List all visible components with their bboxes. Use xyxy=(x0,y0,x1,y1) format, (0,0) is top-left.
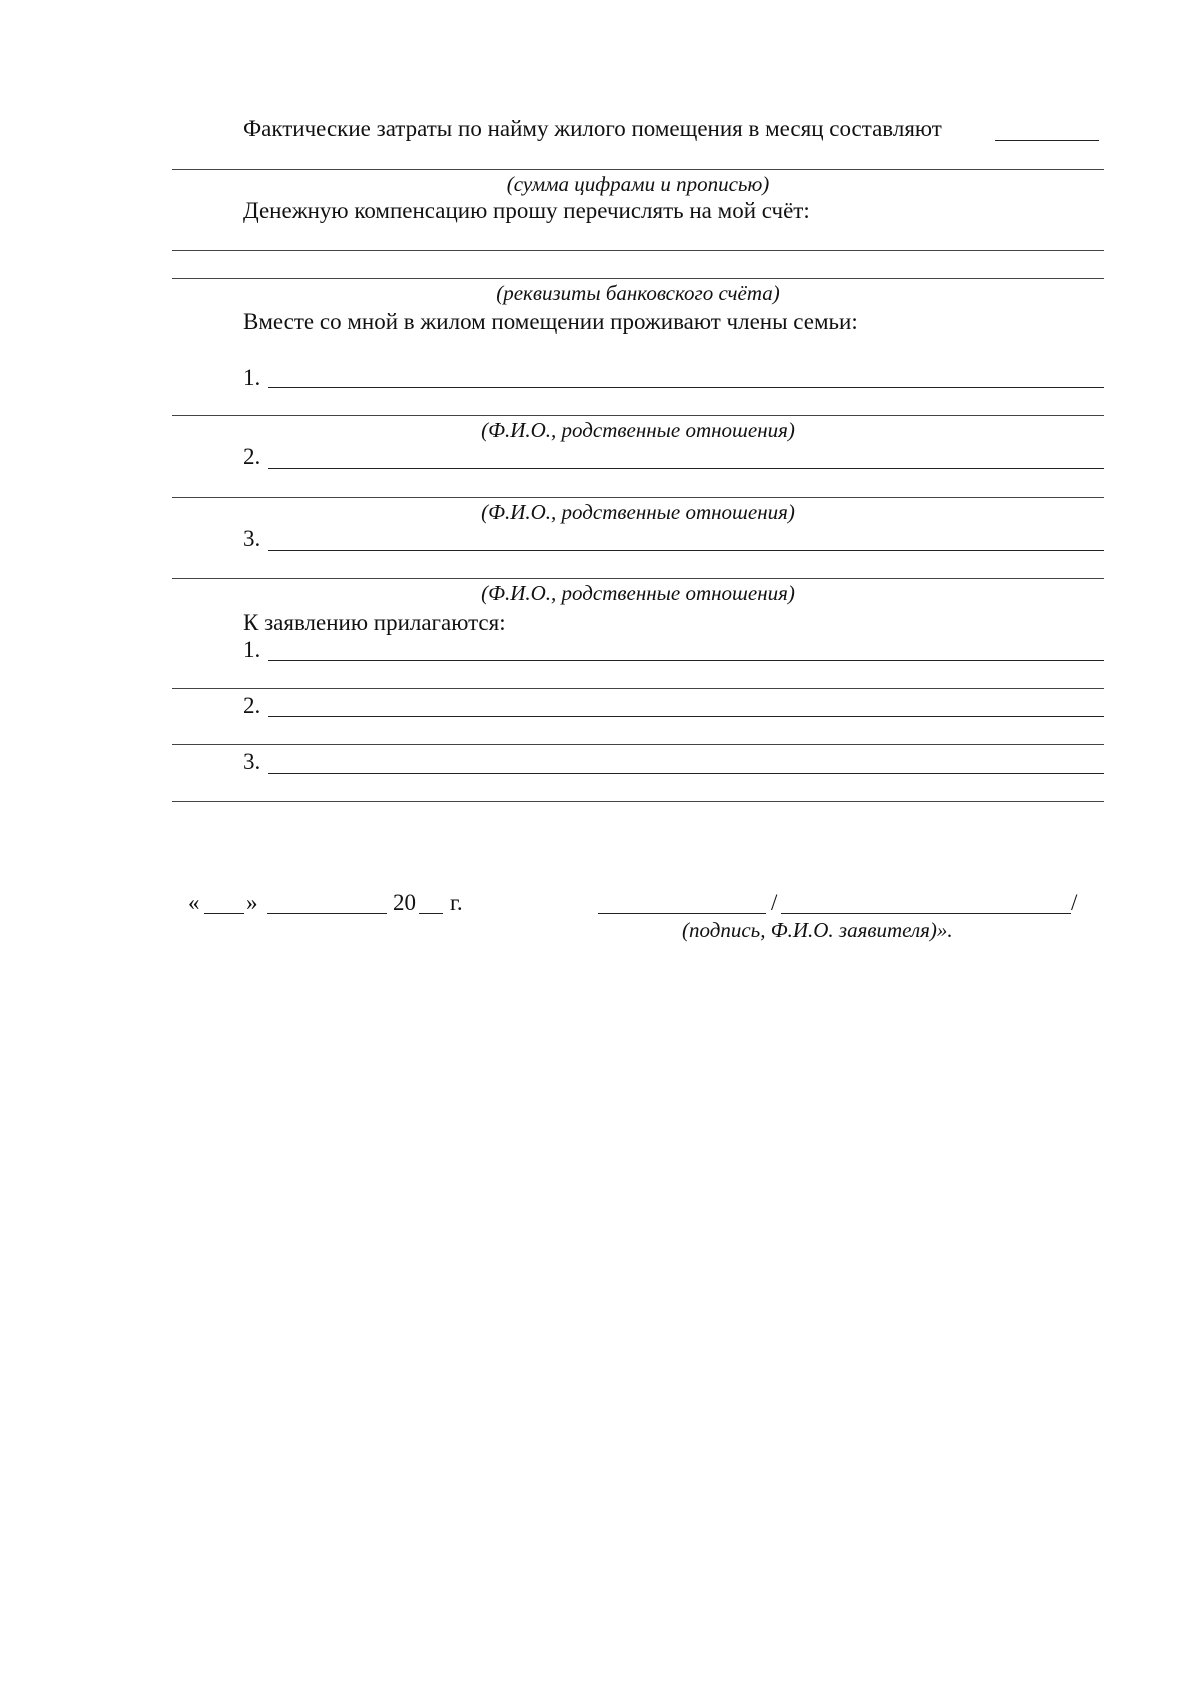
family-item-3-caption: (Ф.И.О., родственные отношения) xyxy=(481,581,795,605)
family-member-2-continuation-field[interactable] xyxy=(172,497,1104,498)
date-year-prefix: 20 xyxy=(393,890,416,915)
date-year-field[interactable] xyxy=(419,913,443,914)
attachment-2-continuation-field[interactable] xyxy=(172,744,1104,745)
attachment-2-field[interactable] xyxy=(268,716,1104,717)
bank-details-field-1[interactable] xyxy=(172,250,1104,251)
signature-field[interactable] xyxy=(598,913,766,914)
family-member-1-field[interactable] xyxy=(268,387,1104,388)
family-item-2-number: 2. xyxy=(243,444,261,469)
date-day-field[interactable] xyxy=(204,913,244,914)
attachment-2-number: 2. xyxy=(243,693,261,718)
attachment-3-continuation-field[interactable] xyxy=(172,801,1104,802)
attachment-1-continuation-field[interactable] xyxy=(172,688,1104,689)
date-open-quote: « xyxy=(188,890,200,915)
signature-caption-text: (подпись, Ф.И.О. заявителя)». xyxy=(682,918,953,942)
bank-text: Денежную компенсацию прошу перечислять на мой счёт: xyxy=(243,198,810,223)
expenses-amount-continuation-field[interactable] xyxy=(172,169,1104,170)
bank-caption: (реквизиты банковского счёта) xyxy=(496,281,780,305)
expenses-caption: (сумма цифрами и прописью) xyxy=(506,172,770,196)
date-close-quote: » xyxy=(246,890,258,915)
expenses-text: Фактические затраты по найму жилого помещения в месяц составляют xyxy=(243,116,942,141)
attachments-text: К заявлению прилагаются: xyxy=(243,610,506,635)
date-year-suffix: г. xyxy=(450,890,463,915)
expenses-amount-field[interactable] xyxy=(995,140,1099,141)
attachment-1-field[interactable] xyxy=(268,660,1104,661)
bank-details-field-2[interactable] xyxy=(172,278,1104,279)
attachment-3-field[interactable] xyxy=(268,773,1104,774)
family-item-3-number: 3. xyxy=(243,526,261,551)
family-member-3-field[interactable] xyxy=(268,550,1104,551)
signature-slash: / xyxy=(771,890,778,915)
attachment-3-number: 3. xyxy=(243,749,261,774)
date-month-field[interactable] xyxy=(267,913,387,914)
signature-slash-end: / xyxy=(1071,890,1078,915)
family-member-2-field[interactable] xyxy=(268,468,1104,469)
family-item-1-number: 1. xyxy=(243,365,261,390)
signature-name-field[interactable] xyxy=(781,913,1071,914)
family-member-1-continuation-field[interactable] xyxy=(172,415,1104,416)
family-member-3-continuation-field[interactable] xyxy=(172,578,1104,579)
signature-caption xyxy=(682,918,953,942)
family-item-2-caption: (Ф.И.О., родственные отношения) xyxy=(481,500,795,524)
family-text: Вместе со мной в жилом помещении проживают члены семьи: xyxy=(243,309,858,334)
attachment-1-number: 1. xyxy=(243,637,261,662)
family-item-1-caption: (Ф.И.О., родственные отношения) xyxy=(481,418,795,442)
